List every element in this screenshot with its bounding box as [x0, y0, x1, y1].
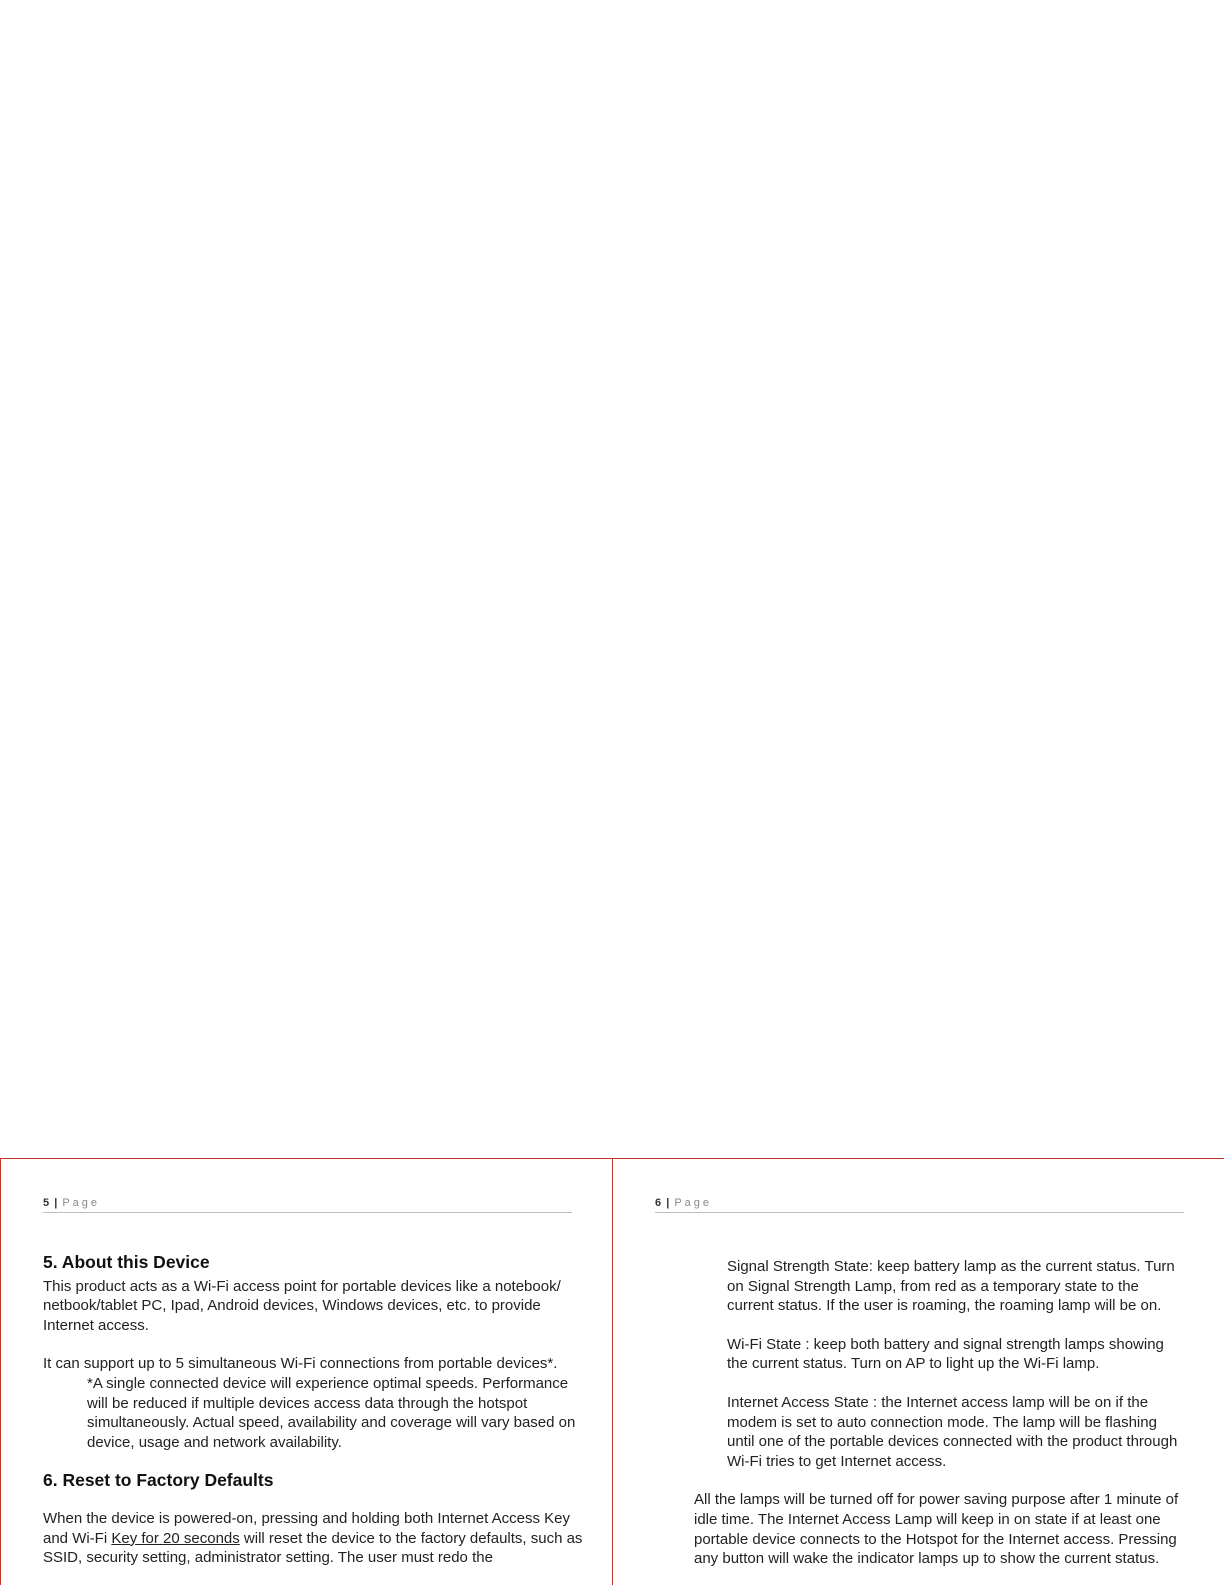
section-heading-about: 5. About this Device [43, 1252, 210, 1272]
lamps-power-saving-paragraph: All the lamps will be turned off for power saving purpose after 1 minute of idle time. The Internet Access Lamp will keep in on state if at least one portable device connects to the Hotspot for the Internet access. Pressing any button will wake the indicator lamps up to show the current status. [694, 1491, 1179, 1568]
internet-access-state: Internet Access State : the Internet access lamp will be on if the modem is set to auto connection mode. The lamp will be flashing until one of the portable devices connected with the product through Wi-Fi tries to get Internet access. [727, 1393, 1178, 1470]
reset-duration: Key for 20 seconds [111, 1529, 240, 1547]
reset-paragraph: When the device is powered-on, pressing and holding both Internet Access Key and Wi-Fi Key for 20 seconds will reset the device to the factory defaults, such as SSID, security setting, administrator setting. The user must redo the [43, 1509, 583, 1567]
page-number: 5 [43, 1197, 50, 1209]
page-number: 6 [655, 1197, 662, 1209]
section-heading-reset: 6. Reset to Factory Defaults [43, 1470, 274, 1491]
page-content [43, 1253, 583, 1568]
wifi-state: Wi-Fi State : keep both battery and signal strength lamps showing the current status. Turn on AP to light up the Wi-Fi lamp. [727, 1335, 1164, 1373]
about-paragraph-2: It can support up to 5 simultaneous Wi-Fi connections from portable devices*. [43, 1355, 558, 1373]
page-header-label: Page [62, 1197, 101, 1209]
page-header [655, 1197, 1184, 1213]
about-paragraph-1: This product acts as a Wi-Fi access point for portable devices like a notebook/ netbook/tablet PC, Ipad, Android devices, Windows devices, etc. to provide Internet access. [43, 1277, 561, 1334]
page-header-separator: | [666, 1197, 670, 1209]
page-6 [613, 1159, 1224, 1585]
document-spread [0, 1158, 1224, 1585]
page-header [43, 1197, 572, 1213]
signal-strength-state: Signal Strength State: keep battery lamp as the current status. Turn on Signal Strength Lamp, from red as a temporary state to the current status. If the user is roaming, the roaming lamp will be on. [727, 1258, 1175, 1315]
about-footnote: *A single connected device will experience optimal speeds. Performance will be reduced if multiple devices access data through the hotspot simultaneously. Actual speed, availability and coverage will vary based on device, usage and network availability. [87, 1374, 576, 1451]
page-header-label: Page [674, 1197, 713, 1209]
page-5 [0, 1159, 613, 1585]
page-header-separator: | [54, 1197, 58, 1209]
page-content [655, 1257, 1185, 1569]
